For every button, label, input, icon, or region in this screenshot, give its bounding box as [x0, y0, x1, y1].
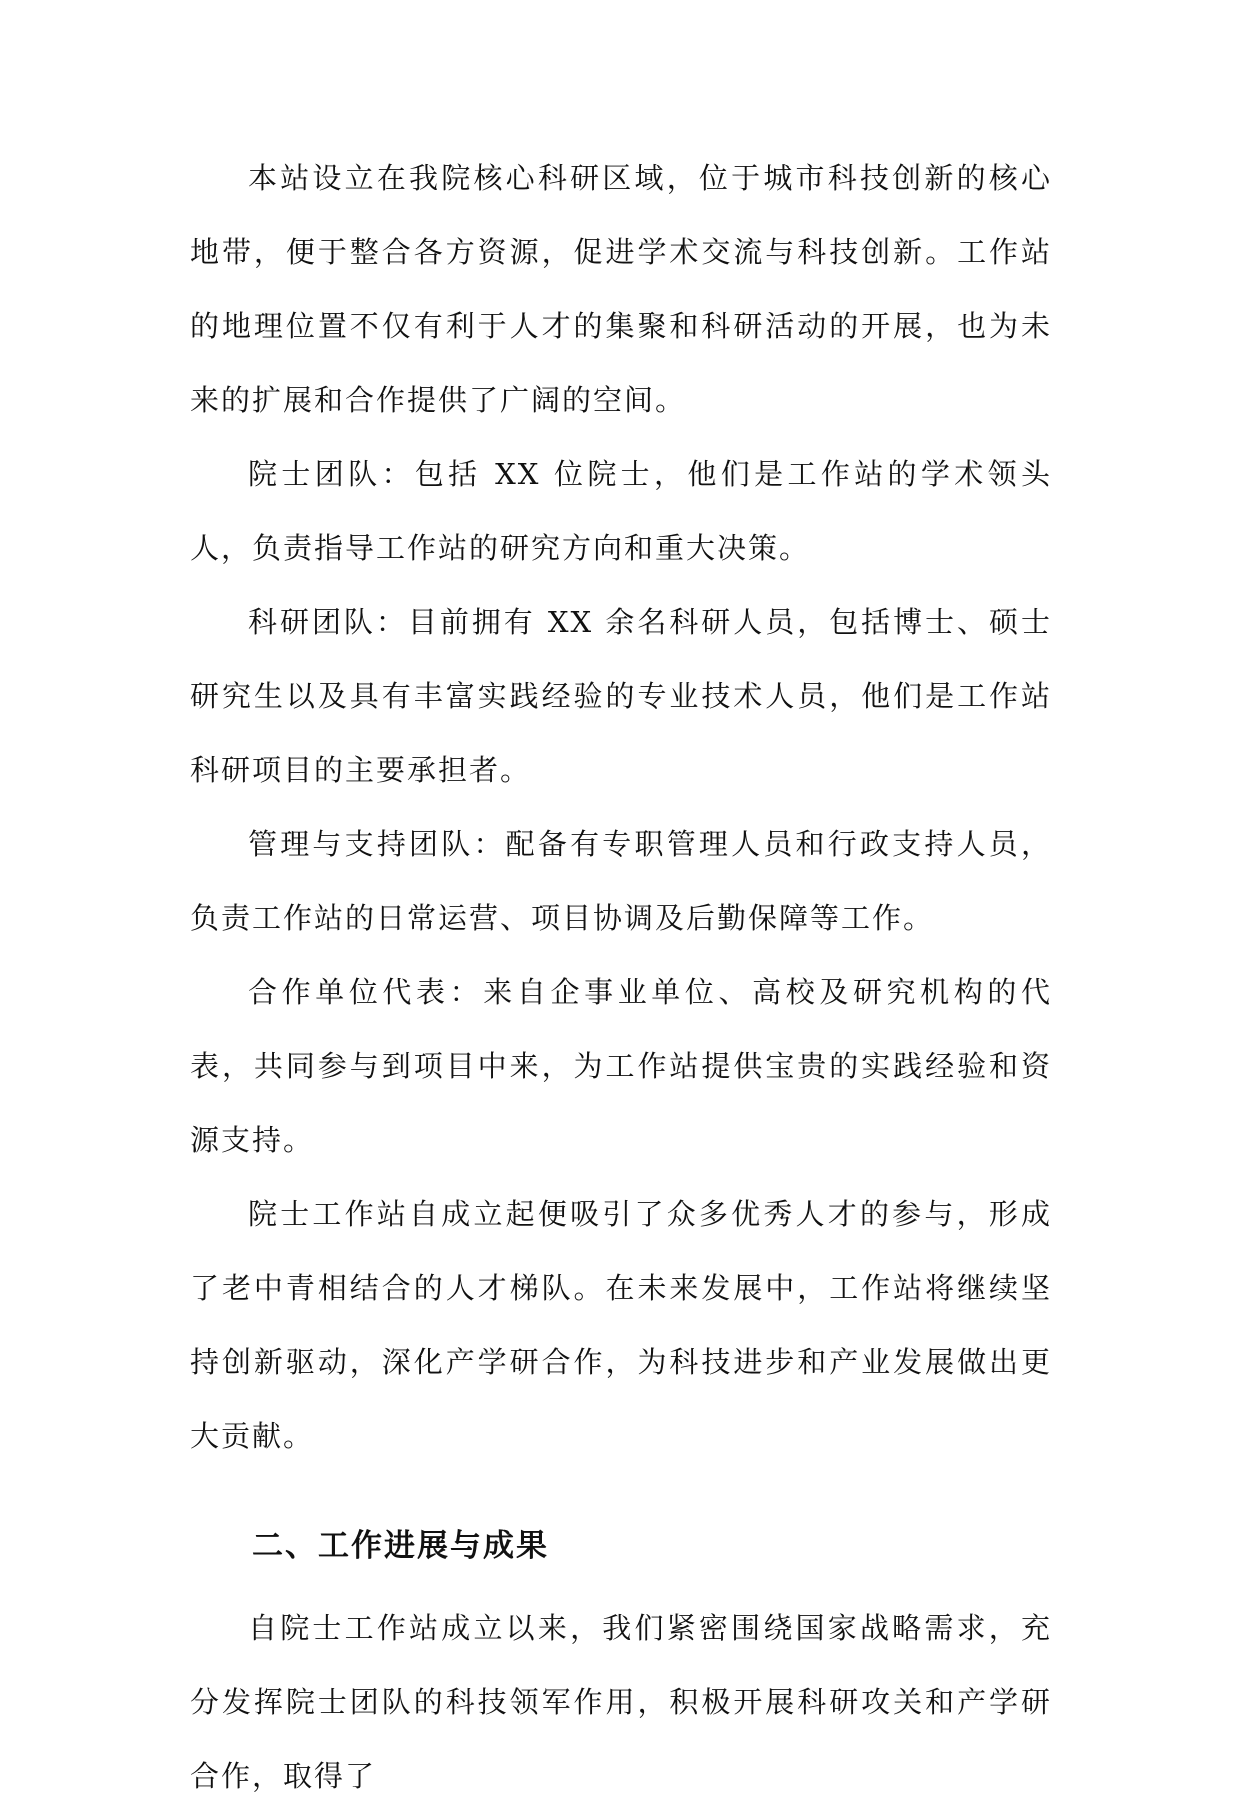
paragraph-academician-team: 院士团队：包括 XX 位院士，他们是工作站的学术领头人，负责指导工作站的研究方向和重大决策。: [190, 457, 1052, 565]
paragraph-progress-intro: 自院士工作站成立以来，我们紧密围绕国家战略需求，充分发挥院士团队的科技领军作用，积极开展科研攻关和产学研合作，取得了: [190, 1611, 1052, 1793]
paragraph-research-team: 科研团队：目前拥有 XX 余名科研人员，包括博士、硕士研究生以及具有丰富实践经验的专业技术人员，他们是工作站科研项目的主要承担者。: [190, 605, 1052, 787]
paragraph-location: 本站设立在我院核心科研区域，位于城市科技创新的核心地带，便于整合各方资源，促进学术交流与科技创新。工作站的地理位置不仅有利于人才的集聚和科研活动的开展，也为未来的扩展和合作提供了广阔的空间。: [190, 161, 1052, 417]
paragraph-talent-summary: 院士工作站自成立起便吸引了众多优秀人才的参与，形成了老中青相结合的人才梯队。在未来发展中，工作站将继续坚持创新驱动，深化产学研合作，为科技进步和产业发展做出更大贡献。: [190, 1197, 1052, 1453]
paragraph-partner-representatives: 合作单位代表：来自企事业单位、高校及研究机构的代表，共同参与到项目中来，为工作站提供宝贵的实践经验和资源支持。: [190, 975, 1052, 1157]
paragraph-management-team: 管理与支持团队：配备有专职管理人员和行政支持人员，负责工作站的日常运营、项目协调及后勤保障等工作。: [190, 827, 1052, 935]
document-body: [190, 141, 1052, 1813]
section-heading: 二、工作进展与成果: [252, 1528, 549, 1564]
